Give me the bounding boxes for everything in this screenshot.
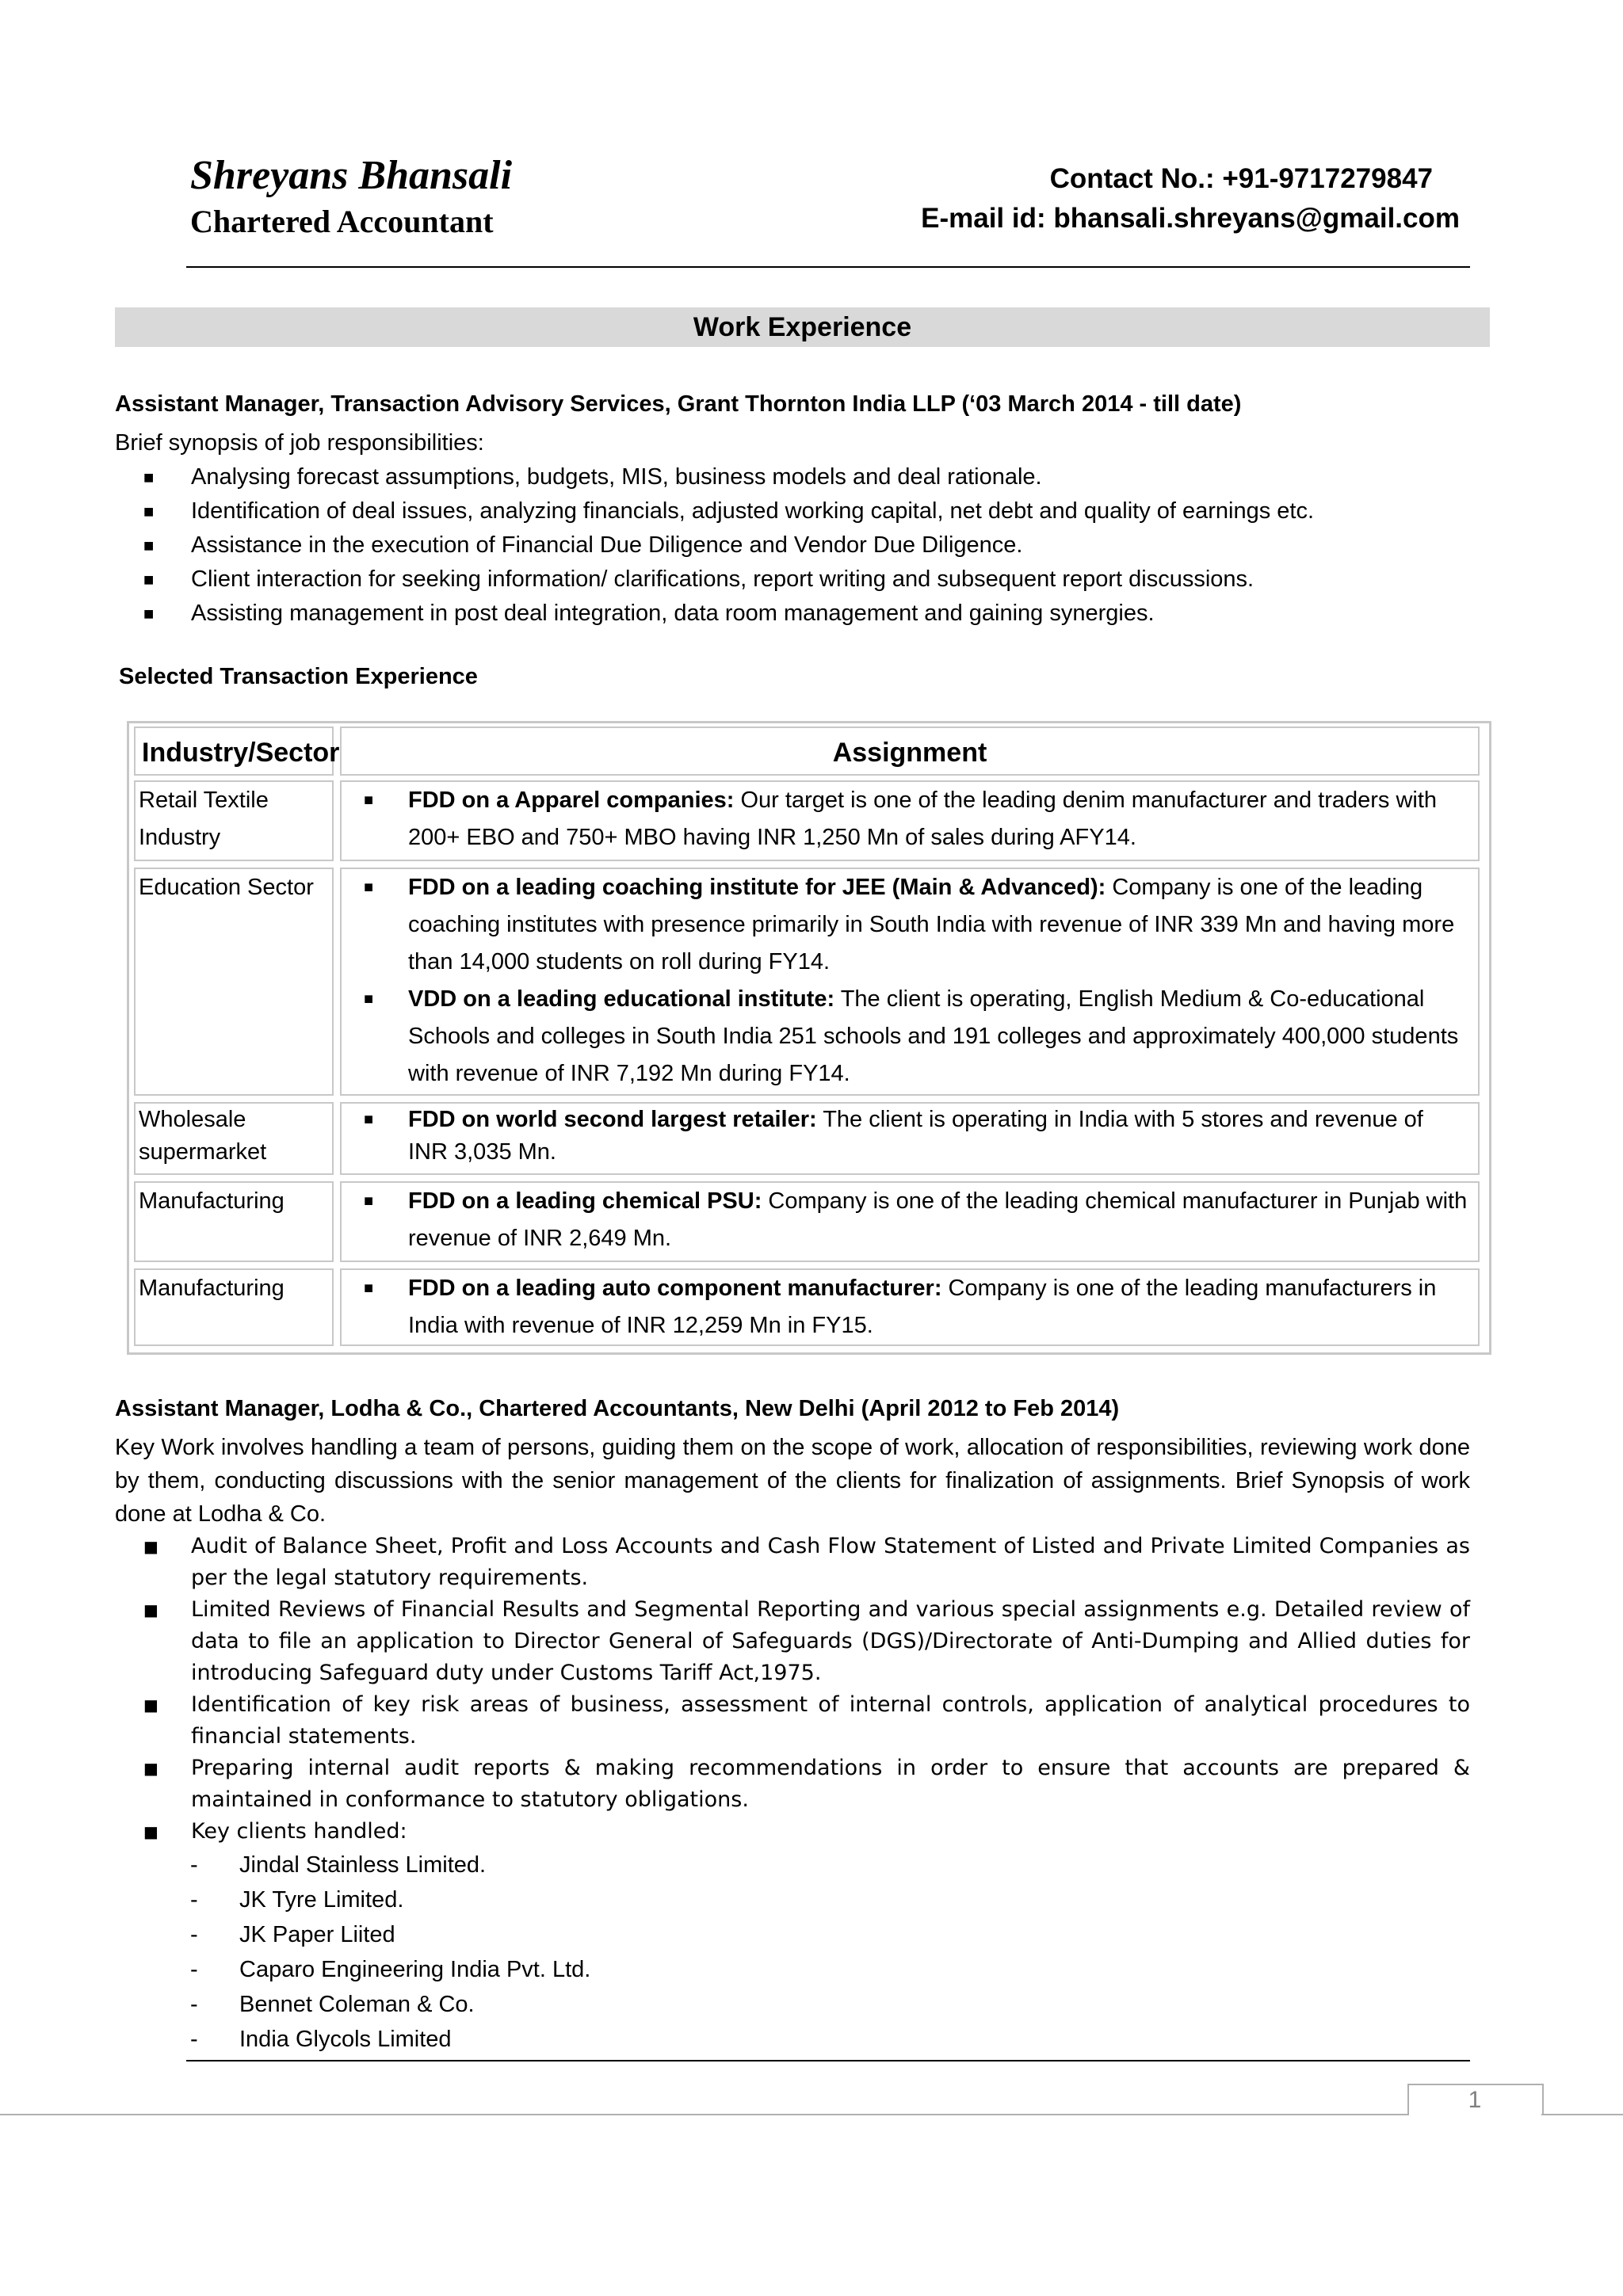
dash-bullet-icon: - bbox=[190, 1852, 198, 1878]
square-bullet-icon: ■ bbox=[143, 1600, 158, 1619]
list-item: - Bennet Coleman & Co. bbox=[190, 1987, 590, 2022]
footer-divider bbox=[186, 2060, 1470, 2061]
contact-number: Contact No.: +91-9717279847 bbox=[1049, 163, 1433, 194]
page-number: 1 bbox=[1468, 2087, 1482, 2113]
assignment-item: ■ FDD on a leading auto component manufacturer: Company is one of the leading manufacturers in India with revenue of INR 12,259 Mn in FY15. bbox=[342, 1270, 1478, 1344]
list-item: - Jindal Stainless Limited. bbox=[190, 1848, 590, 1882]
dash-bullet-icon: - bbox=[190, 2027, 198, 2052]
assignment-item: ■ FDD on world second largest retailer: The client is operating in India with 5 stores and revenue of INR 3,035 Mn. bbox=[342, 1104, 1478, 1169]
assignment-cell bbox=[340, 780, 1480, 861]
column-header-assignment: Assignment bbox=[340, 727, 1480, 776]
email-address: E-mail id: bhansali.shreyans@gmail.com bbox=[921, 203, 1460, 234]
candidate-name: Shreyans Bhansali bbox=[190, 153, 513, 198]
list-item: ■ Assisting management in post deal integration, data room management and gaining synergies. bbox=[115, 597, 1314, 631]
sector-cell: Manufacturing bbox=[134, 1181, 334, 1262]
sector-cell: Retail Textile Industry bbox=[134, 780, 334, 861]
assignment-item: ■ FDD on a Apparel companies: Our target is one of the leading denim manufacturer and traders with 200+ EBO and 750+ MBO having INR 1,250 Mn of sales during AFY14. bbox=[342, 782, 1478, 856]
list-item: ■ Key clients handled: bbox=[115, 1816, 1470, 1848]
dash-bullet-icon: - bbox=[190, 1887, 198, 1913]
square-bullet-icon: ■ bbox=[143, 1695, 158, 1714]
assignment-cell bbox=[340, 1181, 1480, 1262]
job1-title: Assistant Manager, Transaction Advisory Services, Grant Thornton India LLP (‘03 March 2014 - till date) bbox=[115, 391, 1242, 417]
list-item: - Caparo Engineering India Pvt. Ltd. bbox=[190, 1952, 590, 1987]
transactions-heading: Selected Transaction Experience bbox=[119, 664, 478, 689]
list-item: ■ Preparing internal audit reports & making recommendations in order to ensure that accounts are prepared & maintained in conformance to statutory obligations. bbox=[115, 1753, 1470, 1816]
square-bullet-icon: ■ bbox=[143, 604, 155, 624]
dash-bullet-icon: - bbox=[190, 1992, 198, 2017]
sector-cell: Wholesale supermarket bbox=[134, 1102, 334, 1175]
column-header-sector: Industry/Sector bbox=[134, 727, 334, 776]
list-item: ■ Audit of Balance Sheet, Profit and Loss Accounts and Cash Flow Statement of Listed and Private Limited Companies as per the legal statutory requirements. bbox=[115, 1531, 1470, 1594]
square-bullet-icon: ■ bbox=[143, 1537, 158, 1556]
header-divider bbox=[186, 266, 1470, 268]
square-bullet-icon: ■ bbox=[364, 791, 374, 809]
assignment-cell bbox=[340, 868, 1480, 1096]
dash-bullet-icon: - bbox=[190, 1957, 198, 1982]
assignment-item: ■ FDD on a leading coaching institute for JEE (Main & Advanced): Company is one of the leading coaching institutes with presence primarily in South India with revenue of INR 339 Mn and having more than 14,000 students on roll during FY14. bbox=[342, 869, 1478, 981]
list-item: ■ Limited Reviews of Financial Results and Segmental Reporting and various special assignments e.g. Detailed review of data to file an application to Director General of Safeguards (DGS)/Directorate of Anti-Dumping and Allied duties for introducing Safeguard duty under Customs Tariff Act,1975. bbox=[115, 1594, 1470, 1689]
list-item: ■ Identification of key risk areas of business, assessment of internal controls, application of analytical procedures to financial statements. bbox=[115, 1689, 1470, 1753]
candidate-title: Chartered Accountant bbox=[190, 204, 494, 239]
job2-title: Assistant Manager, Lodha & Co., Chartered Accountants, New Delhi (April 2012 to Feb 2014) bbox=[115, 1396, 1120, 1421]
assignment-cell bbox=[340, 1102, 1480, 1175]
job2-intro: Key Work involves handling a team of persons, guiding them on the scope of work, allocation of responsibilities, reviewing work done by them, conducting discussions with the senior management of the clients for finalization of assignments. Brief Synopsis of work done at Lodha & Co. bbox=[115, 1435, 1470, 1527]
square-bullet-icon: ■ bbox=[364, 1111, 374, 1128]
transactions-table bbox=[127, 721, 1491, 1355]
sector-cell: Manufacturing bbox=[134, 1268, 334, 1346]
square-bullet-icon: ■ bbox=[143, 570, 155, 589]
footer-rule bbox=[1541, 2114, 1623, 2115]
sector-cell: Education Sector bbox=[134, 868, 334, 1096]
job1-bullet-list bbox=[115, 460, 1314, 631]
list-item: ■ Analysing forecast assumptions, budgets, MIS, business models and deal rationale. bbox=[115, 460, 1314, 494]
square-bullet-icon: ■ bbox=[364, 879, 374, 896]
list-item: - India Glycols Limited bbox=[190, 2022, 590, 2057]
list-item: ■ Identification of deal issues, analyzing financials, adjusted working capital, net debt and quality of earnings etc. bbox=[115, 494, 1314, 528]
key-clients-list bbox=[190, 1848, 590, 2057]
list-item: ■ Client interaction for seeking information/ clarifications, report writing and subsequent report discussions. bbox=[115, 563, 1314, 597]
square-bullet-icon: ■ bbox=[143, 536, 155, 555]
square-bullet-icon: ■ bbox=[364, 990, 374, 1008]
job1-intro: Brief synopsis of job responsibilities: bbox=[115, 430, 484, 456]
list-item: - JK Tyre Limited. bbox=[190, 1882, 590, 1917]
assignment-item: ■ FDD on a leading chemical PSU: Company is one of the leading chemical manufacturer in Punjab with revenue of INR 2,649 Mn. bbox=[342, 1183, 1478, 1257]
footer-rule bbox=[0, 2114, 1407, 2115]
square-bullet-icon: ■ bbox=[364, 1280, 374, 1297]
square-bullet-icon: ■ bbox=[143, 1822, 158, 1841]
assignment-item: ■ VDD on a leading educational institute: The client is operating, English Medium & Co-educational Schools and colleges in South India 251 schools and 191 colleges and approximately 400,000 students with revenue of INR 7,192 Mn during FY14. bbox=[342, 981, 1478, 1093]
square-bullet-icon: ■ bbox=[143, 467, 155, 487]
list-item: - JK Paper Liited bbox=[190, 1917, 590, 1952]
square-bullet-icon: ■ bbox=[364, 1192, 374, 1210]
job2-bullet-list bbox=[115, 1531, 1470, 1848]
section-title-work-experience: Work Experience bbox=[115, 307, 1490, 347]
square-bullet-icon: ■ bbox=[143, 1759, 158, 1778]
assignment-cell bbox=[340, 1268, 1480, 1346]
dash-bullet-icon: - bbox=[190, 1922, 198, 1947]
square-bullet-icon: ■ bbox=[143, 502, 155, 521]
list-item: ■ Assistance in the execution of Financial Due Diligence and Vendor Due Diligence. bbox=[115, 528, 1314, 563]
